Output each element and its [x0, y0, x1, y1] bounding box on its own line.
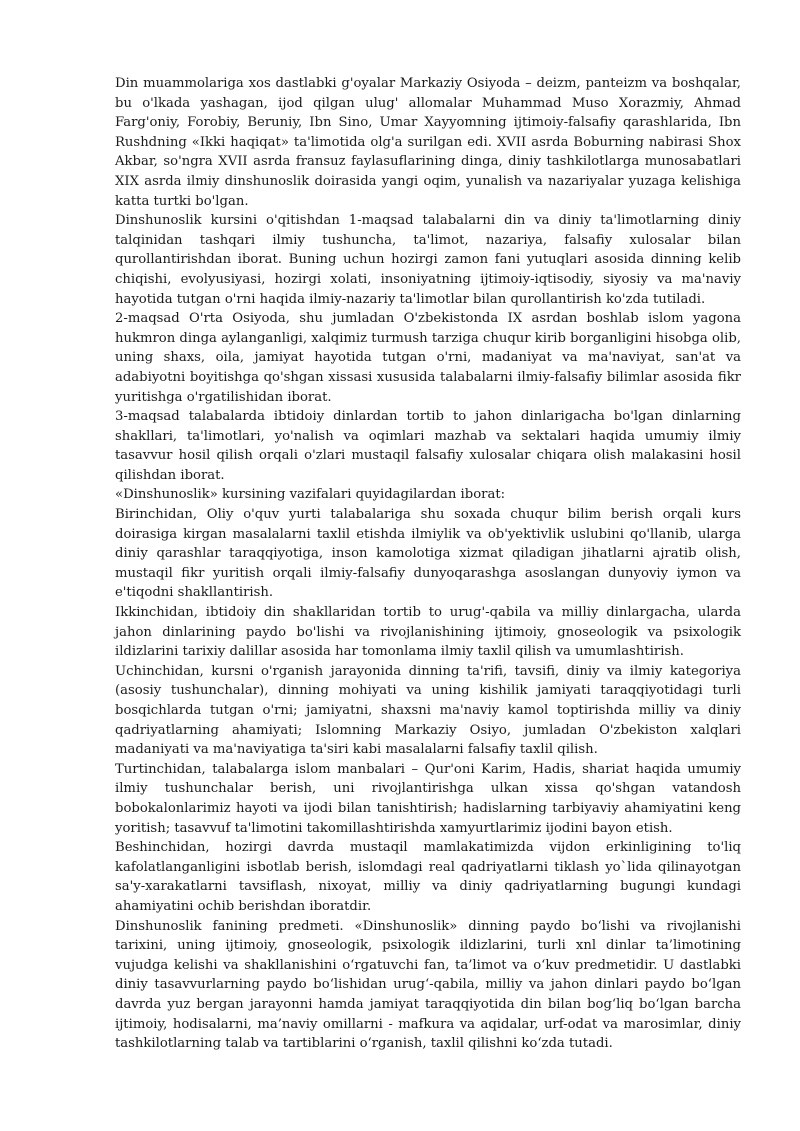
paragraph-task-2: Ikkinchidan, ibtidoiy din shakllaridan tortib to urug'-qabila va milliy dinlargacha, ularda jahon dinlarining paydo bo'lishi va rivojlanishining ijtimoiy, gnoseologik va psixologik ildizlarini tarixiy dalillar asosida har tomonlama ilmiy taxlil qilish va umumlashtirish. — [115, 605, 741, 660]
paragraph-origins: Din muammolariga xos dastlabki g'oyalar Markaziy Osiyoda – deizm, panteizm va boshqalar, bu o'lkada yashagan, ijod qilgan ulug' allomalar Muhammad Muso Xorazmiy, Ahmad Farg'oniy, Forobiy, Beruniy, Ibn Sino, Umar Xayyomning ijtimoiy-falsafiy qarashlarida, Ibn Rushdning «Ikki haqiqat» ta'limotida olg'a surilgan edi. XVII asrda Boburning nabirasi Shox Akbar, so'ngra XVII asrda fransuz faylasuflarining dinga, diniy tashkilotlarga munosabatlari XIX asrda ilmiy dinshunoslik doirasida yangi oqim, yunalish va nazariyalar yuzaga kelishiga katta turtki bo'lgan. — [115, 76, 741, 209]
paragraph-goal-2: 2-maqsad O'rta Osiyoda, shu jumladan O'zbekistonda IX asrdan boshlab islom yagona hukmron dinga aylanganligi, xalqimiz turmush tarziga chuqur kirib borganligini hisobga olib, uning shaxs, oila, jamiyat hayotida tutgan o'rni, madaniyat va ma'naviyat, san'at va adabiyotni boyitishga qo'shgan xissasi xususida talabalarni ilmiy-falsafiy bilimlar asosida fikr yuritishga o'rgatilishidan iborat. — [115, 311, 741, 405]
paragraph-task-3: Uchinchidan, kursni o'rganish jarayonida dinning ta'rifi, tavsifi, diniy va ilmiy kategoriya (asosiy tushunchalar), dinning mohiyati va uning kishilik jamiyati taraqqiyotidagi turli bosqichlarda tutgan o'rni; jamiyatni, shaxsni ma'naviy kamol toptirishda milliy va diniy qadriyatlarning ahamiyati; Islomning Markaziy Osiyo, jumladan O'zbekiston xalqlari madaniyati va ma'naviyatiga ta'siri kabi masalalarni falsafiy taxlil qilish. — [115, 663, 741, 758]
paragraph-goal-3: 3-maqsad talabalarda ibtidoiy dinlardan tortib to jahon dinlarigacha bo'lgan dinlarning shakllari, ta'limotlari, yo'nalish va oqimlari mazhab va sektalari haqida umumiy ilmiy tasavvur hosil qilish orqali o'zlari mustaqil falsafiy xulosalar chiqara olish malakasini hosil qilishdan iborat. — [115, 409, 741, 483]
paragraph-subject: Dinshunoslik fanining predmeti. «Dinshunoslik» dinning paydo bo‘lishi va rivojlanishi tarixini, uning ijtimoiy, gnoseologik, psixologik ildizlarini, turli xnl dinlar ta’limotining vujudga kelishi va shakllanishini o‘rgatuvchi fan, ta’limot va o‘kuv predmetidir. U dastlabki diniy tasavvurlarning paydo bo‘lishidan urug‘-qabila, milliy va jahon dinlari paydo bo‘lgan davrda yuz bergan jarayonni hamda jamiyat taraqqiyotida din bilan bog‘liq bo‘lgan barcha ijtimoiy, hodisalarni, ma’naviy omillarni - mafkura va aqidalar, urf-odat va marosimlar, diniy tashkilotlarning talab va tartiblarini o‘rganish, taxlil qilishni ko‘zda tutadi. — [115, 918, 741, 1052]
paragraph-goal-1: Dinshunoslik kursini o'qitishdan 1-maqsad talabalarni din va diniy ta'limotlarning diniy talqinidan tashqari ilmiy tushuncha, ta'limot, nazariya, falsafiy xulosalar bilan qurollantirishdan iborat. Buning uchun hozirgi zamon fani yutuqlari asosida dinning kelib chiqishi, evolyusiyasi, hozirgi xolati, insoniyatning ijtimoiy-iqtisodiy, siyosiy va ma'naviy hayotida tutgan o'rni haqida ilmiy-nazariy ta'limotlar bilan qurollantirish ko'zda tutiladi. — [115, 213, 741, 307]
paragraph-task-4: Turtinchidan, talabalarga islom manbalari – Qur'oni Karim, Hadis, shariat haqida umumiy ilmiy tushunchalar berish, uni rivojlantirishga ulkan xissa qo'shgan vatandosh bobokalonlarimiz hayoti va ijodi bilan tanishtirish; hadislarning tarbiyaviy ahamiyatini keng yoritish; tasavvuf ta'limotini takomillashtirishda xamyurtlarimiz ijodini bayon etish. — [115, 761, 741, 836]
document-page — [115, 74, 741, 1054]
paragraph-task-1: Birinchidan, Oliy o'quv yurti talabalariga shu soxada chuqur bilim berish orqali kurs doirasiga kirgan masalalarni taxlil etishda ilmiylik va ob'yektivlik uslubini qo'llanib, ularga diniy qarashlar taraqqiyotiga, inson kamolotiga xizmat qiladigan jihatlarni ajratib olish, mustaqil fikr yuritish orqali ilmiy-falsafiy dunyoqarashga asoslangan dunyoviy iymon va e'tiqodni shakllantirish. — [115, 507, 741, 601]
paragraph-tasks-heading: «Dinshunoslik» kursining vazifalari quyidagilardan iborat: — [115, 487, 506, 503]
paragraph-task-5: Beshinchidan, hozirgi davrda mustaqil mamlakatimizda vijdon erkinligining to'liq kafolatlanganligini isbotlab berish, islomdagi real qadriyatlarni tiklash yo`lida qilinayotgan sa'y-xarakatlarni tavsiflash, nixoyat, milliy va diniy qadriyatlarning bugungi kundagi ahamiyatini ochib berishdan iboratdir. — [115, 840, 741, 914]
